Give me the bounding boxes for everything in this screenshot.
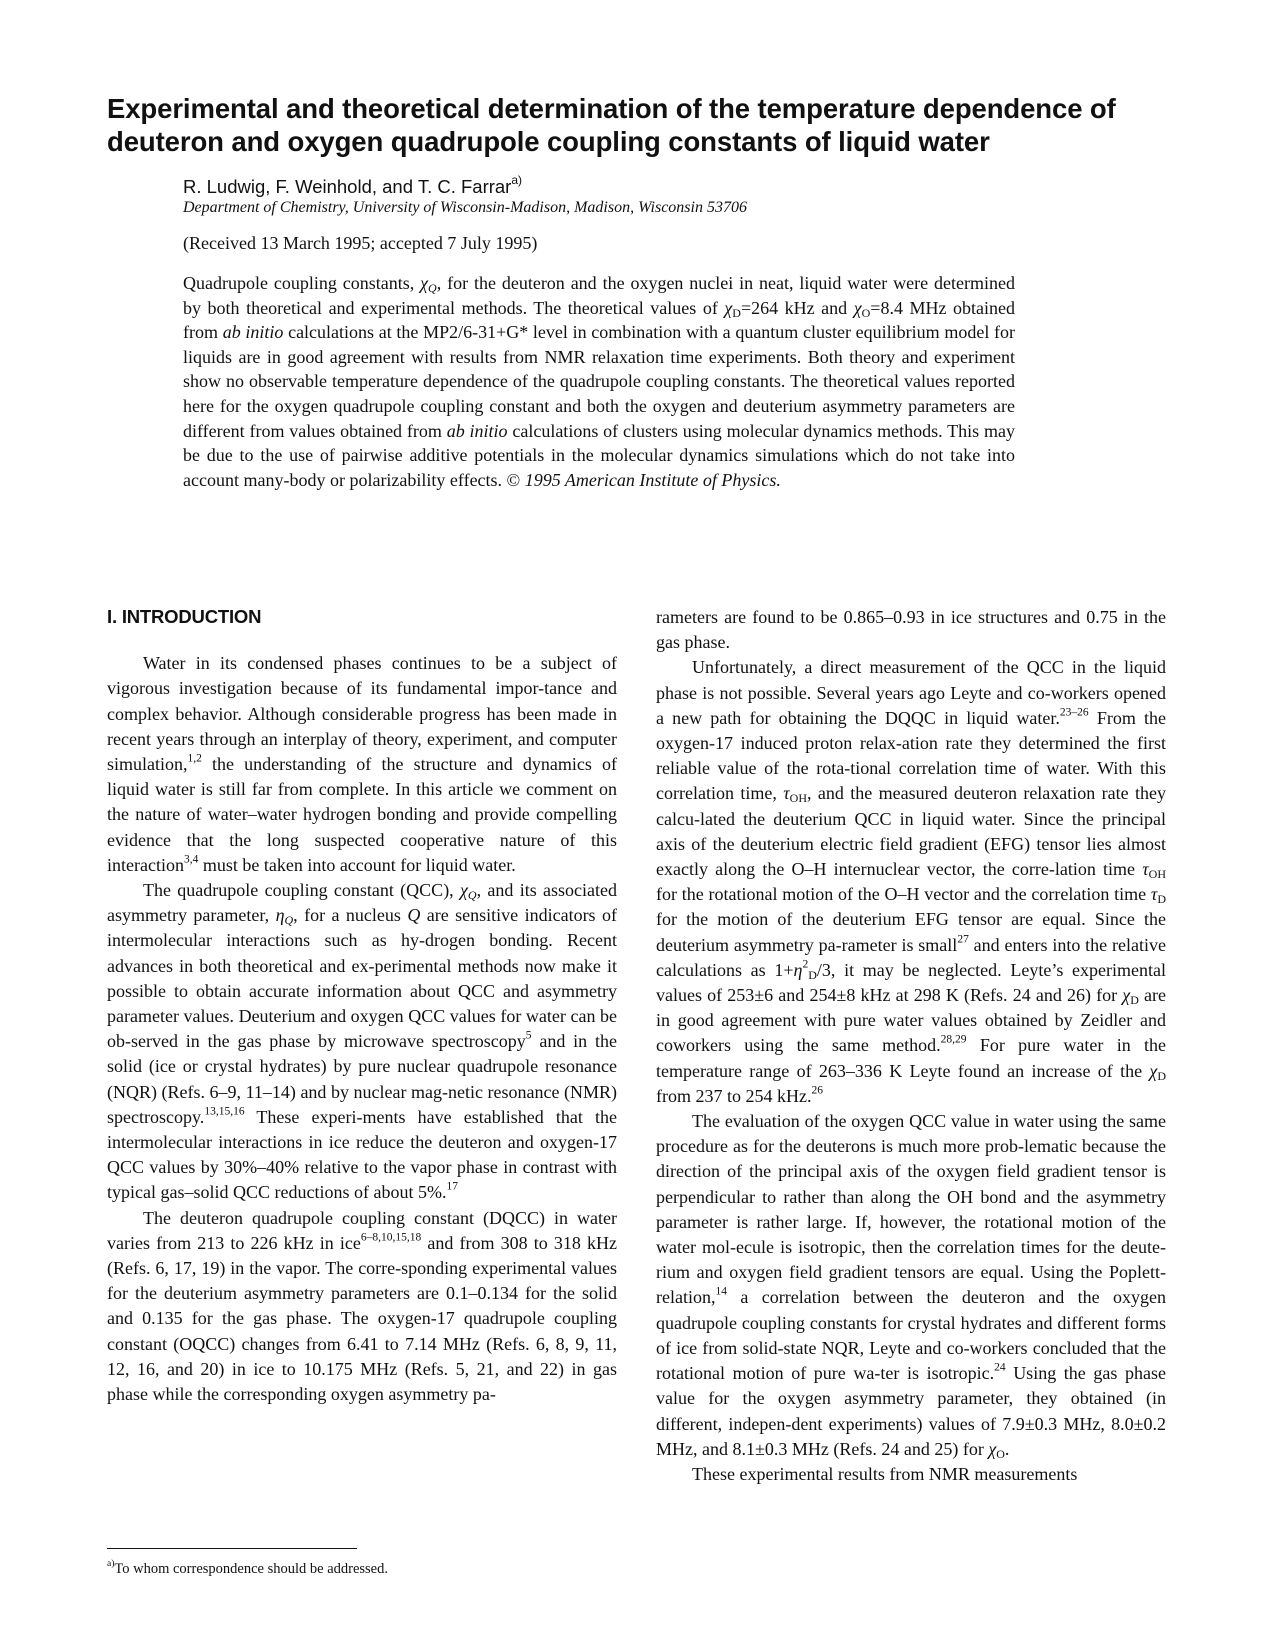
citation: 28,29 bbox=[940, 1033, 967, 1046]
citation: 26 bbox=[811, 1084, 823, 1097]
intro-paragraph-3: The deuteron quadrupole coupling constant (DQCC) in water varies from 213 to 226 kHz in ice$^{6-8,10,15,18}$ and from 308 to 318 kHz (Refs. 6, 17, 19) in the vapor. The corre-sponding experimental values for the deuterium asymmetry parameters are 0.1–0.134 for the solid and 0.135 for the gas phase. The oxygen-17 quadrupole coupling constant (OQCC) changes from 6.41 to 7.14 MHz (Refs. 6, 8, 9, 11, 12, 16, and 20) in ice to 10.175 MHz (Refs. 5, 21, and 22) in gas phase while the corresponding oxygen asymmetry pa- bbox=[107, 1207, 618, 1405]
right-column bbox=[656, 605, 1166, 1487]
intro-paragraph-2: The quadrupole coupling constant (QCC), $\chi_Q$, and its associated asymmetry parameter, $\eta_Q$, for a nucleus Q are sensitive indicators of intermolecular interactions such as hy-drogen bonding. Recent advances in both theoretical and ex-perimental methods now make it possible to obtain accurate information about QCC and asymmetry parameter values. Deuterium and oxygen QCC values for water can be ob-served in the gas phase by microwave spectroscopy$^5$ and in the solid (ice or crystal hydrates) by pure nuclear quadrupole resonance (NQR) (Refs. 6–9, 11–14) and by nuclear mag-netic resonance (NMR) spectroscopy.$^{13,15,16}$ These experi-ments have established that the intermolecular interactions in ice reduce the deuteron and oxygen-17 QCC values by 30%–40% relative to the vapor phase in contrast with typical gas–solid QCC reductions of about 5%.$^{17}$ bbox=[107, 880, 617, 1203]
footnote-divider bbox=[107, 1548, 357, 1549]
affiliation: Department of Chemistry, University of Wisconsin-Madison, Madison, Wisconsin 53706 bbox=[183, 199, 747, 216]
citation: 14 bbox=[715, 1285, 727, 1298]
intro-paragraph-3-continued: rameters are found to be 0.865–0.93 in ice structures and 0.75 in the gas phase. bbox=[656, 607, 1166, 653]
paper-title: Experimental and theoretical determination of the temperature dependence of deuteron and oxygen quadrupole coupling constants of liquid water bbox=[107, 93, 1116, 157]
citation: 27 bbox=[957, 933, 969, 946]
intro-paragraph-4: Unfortunately, a direct measurement of the QCC in the liquid phase is not possible. Several years ago Leyte and co-workers opened a new path for obtaining the DQQC in liquid water.$^{23-26}$ From the oxygen-17 induced proton relax-ation rate they determined the first reliable value of the rota-tional correlation time of water. With this correlation time, $\tau_{OH}$, and the measured deuteron relaxation rate they calcu-lated the deuterium QCC in liquid water. Since the principal axis of the deuterium electric field gradient (EFG) tensor lies almost exactly along the O–H internuclear vector, the corre-lation time $\tau_{OH}$ for the rotational motion of the O–H vector and the correlation time $\tau_D$ for the motion of the deuterium EFG tensor are equal. Since the deuterium asymmetry pa-rameter is small$^{27}$ and enters into the relative calculations as $1+\eta^2_D/3$, it may be neglected. Leyte’s experimental values of 253±6 and 254±8 kHz at 298 K (Refs. 24 and 26) for $\chi_D$ are in good agreement with pure water values obtained by Zeidler and coworkers using the same method.$^{28,29}$ For pure water in the temperature range of 263–336 K Leyte found an increase of the $\chi_D$ from 237 to 254 kHz.$^{26}$ bbox=[656, 657, 1167, 1106]
author-note-mark: a) bbox=[511, 173, 523, 187]
citation: 17 bbox=[446, 1180, 458, 1193]
citation: 13,15,16 bbox=[204, 1105, 245, 1118]
left-column bbox=[107, 604, 617, 1407]
intro-paragraph-1: Water in its condensed phases continues to be a subject of vigorous investigation because of its fundamental impor-tance and complex behavior. Although considerable progress has been made in recent years through an interplay of theory, experiment, and computer simulation,$^{1,2}$ the understanding of the structure and dynamics of liquid water is still far from complete. In this article we comment on the nature of water–water hydrogen bonding and provide compelling evidence that the long suspected cooperative nature of this interaction$^{3,4}$ must be taken into account for liquid water. bbox=[107, 653, 617, 875]
intro-paragraph-6: These experimental results from NMR measurements bbox=[692, 1463, 1078, 1484]
citation: 24 bbox=[994, 1361, 1006, 1374]
citation: 3,4 bbox=[183, 853, 199, 866]
footnote-mark: a) bbox=[107, 1558, 115, 1569]
received-dates: (Received 13 March 1995; accepted 7 July 1995) bbox=[183, 233, 538, 253]
citation: 23–26 bbox=[1059, 706, 1089, 719]
footnote-text: To whom correspondence should be addressed. bbox=[114, 1561, 388, 1577]
citation: 5 bbox=[525, 1029, 532, 1042]
author-list bbox=[183, 173, 523, 198]
authors-text: R. Ludwig, F. Weinhold, and T. C. Farrar bbox=[183, 176, 512, 197]
section-heading-introduction: I. INTRODUCTION bbox=[107, 606, 262, 627]
intro-paragraph-5: The evaluation of the oxygen QCC value in water using the same procedure as for the deuterons is much more prob-lematic because the direction of the principal axis of the oxygen field gradient tensor is perpendicular to rather than along the OH bond and the asymmetry parameter is rather large. If, however, the rotational motion of the water mol-ecule is isotropic, then the correlation times for the deute-rium and oxygen field gradient tensors are equal. Using the Poplett-relation,$^{14}$ a correlation between the deuteron and the oxygen quadrupole coupling constants for crystal hydrates and different forms of ice from solid-state NQR, Leyte and co-workers concluded that the rotational motion of pure wa-ter is isotropic.$^{24}$ Using the gas phase value for the oxygen asymmetry parameter, they obtained (in different, indepen-dent experiments) values of 7.9±0.3 MHz, 8.0±0.2 MHz, and 8.1±0.3 MHz (Refs. 24 and 25) for $\chi_O$. bbox=[656, 1111, 1166, 1461]
citation: 1,2 bbox=[187, 752, 202, 765]
citation: 6–8,10,15,18 bbox=[360, 1231, 422, 1244]
abstract: Quadrupole coupling constants, $\chi_Q$, for the deuteron and the oxygen nuclei in neat, liquid water were determined by both theoretical and experimental methods. The theoretical values of $\chi_D=264$ kHz and $\chi_O=8.4$ MHz obtained from ab initio calculations at the MP2/6-31+G* level in combination with a quantum cluster equilibrium model for liquids are in good agreement with results from NMR relaxation time experiments. Both theory and experiment show no observable temperature dependence of the quadrupole coupling constants. The theoretical values reported here for the oxygen quadrupole coupling constant and both the oxygen and deuterium asymmetry parameters are different from values obtained from ab initio calculations of clusters using molecular dynamics methods. This may be due to the use of pairwise additive potentials in the molecular dynamics simulations which do not take into account many-body or polarizability effects. © 1995 American Institute of Physics. bbox=[183, 273, 1016, 490]
footnote bbox=[107, 1558, 388, 1578]
